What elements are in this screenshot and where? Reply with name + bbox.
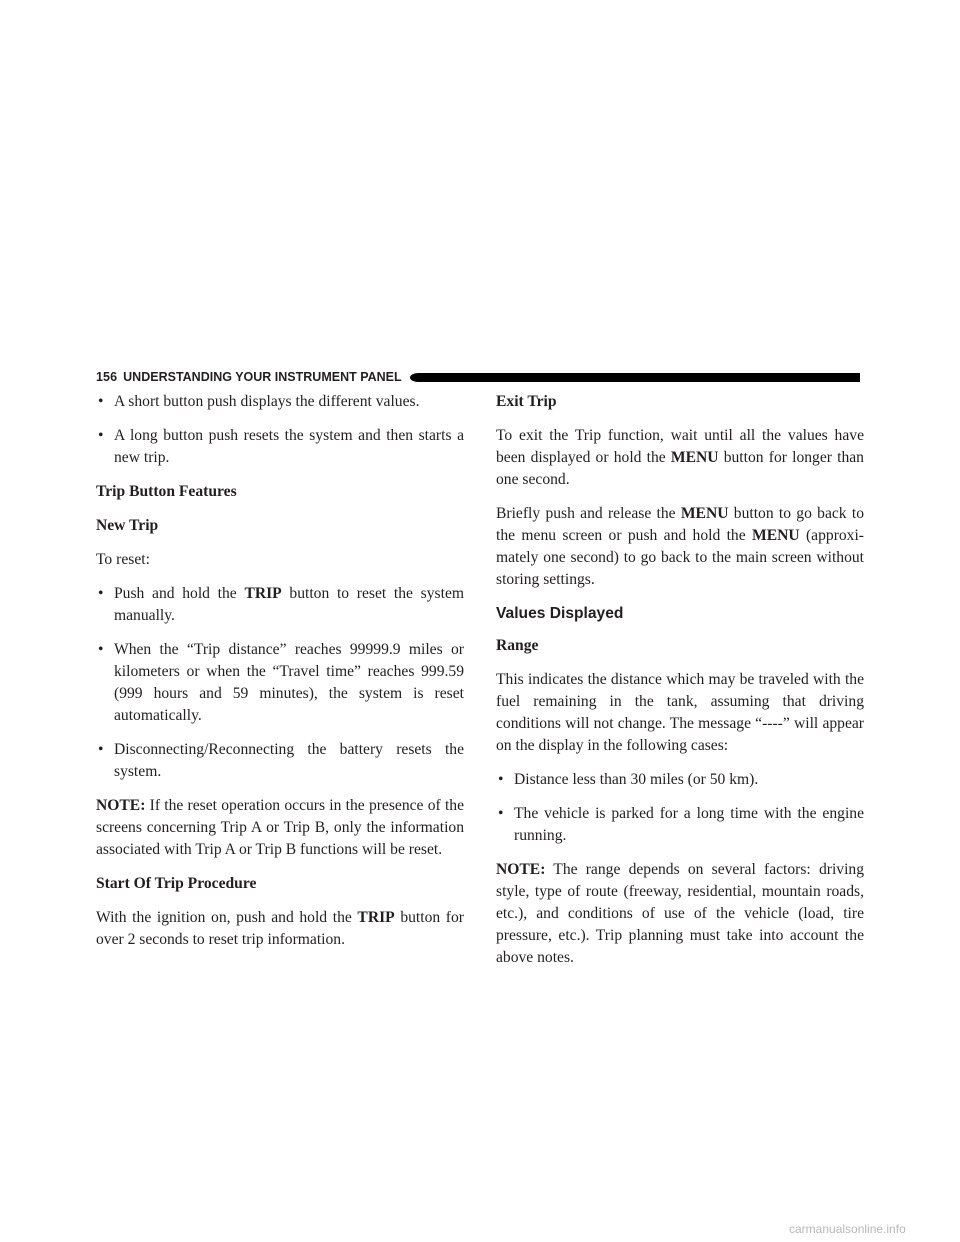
heading-trip-button-features: Trip Button Features bbox=[96, 483, 237, 500]
bullet-text: A short button push displays the different values. bbox=[114, 393, 420, 410]
bullet-text: Distance less than 30 miles (or 50 km). bbox=[514, 771, 759, 788]
start-trip-paragraph: With the ignition on, push and hold the TRIP button for over 2 seconds to reset trip information. bbox=[96, 909, 464, 948]
bullet-icon: • bbox=[98, 585, 104, 602]
bullet-icon: • bbox=[498, 805, 504, 822]
trip-button-label: TRIP bbox=[357, 909, 395, 926]
bullet-icon: • bbox=[98, 741, 104, 758]
menu-button-label: MENU bbox=[680, 505, 729, 522]
to-reset-text: To reset: bbox=[96, 551, 150, 568]
section-title: UNDERSTANDING YOUR INSTRUMENT PANEL bbox=[123, 370, 402, 384]
note-label: NOTE: bbox=[96, 797, 146, 814]
range-paragraph: This indicates the distance which may be traveled with the fuel remaining in the tank, assuming that driving conditions will not change. The message “----” will appear on the display in the following cases: bbox=[496, 671, 864, 754]
heading-range: Range bbox=[496, 637, 539, 654]
bullet-item bbox=[96, 425, 464, 469]
bullet-text: Disconnecting/Reconnecting the battery resets the system. bbox=[114, 741, 464, 780]
bullet-item bbox=[496, 769, 864, 791]
watermark: carmanualsonline.info bbox=[789, 1222, 906, 1236]
left-column bbox=[96, 391, 464, 963]
note-paragraph: NOTE: If the reset operation occurs in the presence of the screens concerning Trip A or Trip B, only the information associated with Trip A or Trip B functions will be reset. bbox=[96, 797, 464, 858]
bullet-text: When the “Trip distance” reaches 99999.9 miles or kilometers or when the “Travel time” reaches 999.59 (999 hours and 59 minutes), the system is reset automatically. bbox=[114, 641, 464, 724]
bullet-item bbox=[96, 583, 464, 627]
bullet-icon: • bbox=[98, 641, 104, 658]
page-number: 156 bbox=[96, 370, 118, 384]
heading-start-of-trip: Start Of Trip Procedure bbox=[96, 875, 257, 892]
menu-button-label: MENU bbox=[751, 527, 800, 544]
section-heading-values-displayed: Values Displayed bbox=[496, 605, 624, 622]
exit-trip-paragraph: To exit the Trip function, wait until all the values have been displayed or hold the MENU button for longer than one second. bbox=[496, 427, 864, 488]
bullet-text: Push and hold the TRIP button to reset the system manually. bbox=[114, 585, 464, 624]
bullet-icon: • bbox=[98, 427, 104, 444]
bullet-icon: • bbox=[498, 771, 504, 788]
bullet-item bbox=[96, 391, 464, 413]
bullet-item bbox=[496, 803, 864, 847]
trip-button-label: TRIP bbox=[244, 585, 282, 602]
note-paragraph: NOTE: The range depends on several factors: driving style, type of route (freeway, residential, mountain roads, etc.), and conditions of use of the vehicle (load, tire pressure, etc.). Trip planning must take into account the above notes. bbox=[496, 861, 864, 966]
right-column bbox=[496, 391, 864, 981]
heading-new-trip: New Trip bbox=[96, 517, 159, 534]
bullet-text: The vehicle is parked for a long time with the engine running. bbox=[514, 805, 864, 844]
header-rule bbox=[410, 373, 860, 382]
heading-exit-trip: Exit Trip bbox=[496, 393, 557, 410]
bullet-item bbox=[96, 739, 464, 783]
note-label: NOTE: bbox=[496, 861, 546, 878]
page-header bbox=[96, 369, 860, 385]
briefly-push-paragraph: Briefly push and release the MENU button to go back to the menu screen or push and hold the MENU (approxi-mately one second) to go back to the main screen without storing settings. bbox=[496, 505, 865, 588]
bullet-item bbox=[96, 639, 464, 727]
bullet-icon: • bbox=[98, 393, 104, 410]
menu-button-label: MENU bbox=[670, 449, 719, 466]
bullet-text: A long button push resets the system and then starts a new trip. bbox=[114, 427, 464, 466]
